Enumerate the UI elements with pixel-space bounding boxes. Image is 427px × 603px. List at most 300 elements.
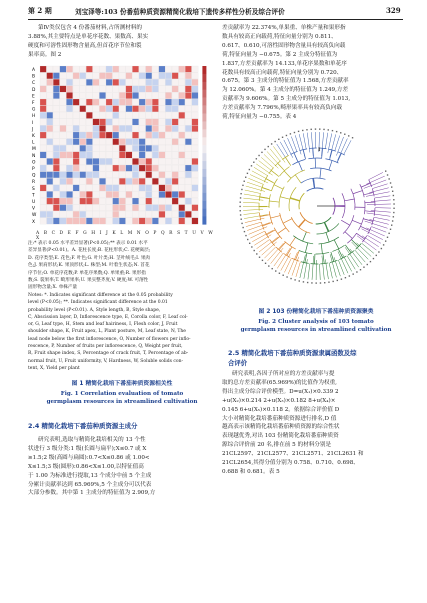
heatmap-row-label: Q [32,173,36,179]
sec24-line: X≤1.5;3 级(圆形):0.86<X≤1.00,以特征值高 [28,463,144,470]
dendrogram-leaf [342,254,351,272]
heatmap-colorbar-segment [202,121,206,129]
dendrogram-leaf [371,200,391,202]
heatmap-cell [53,191,59,197]
heatmap-cell [53,79,59,85]
heatmap-cell [86,99,92,105]
heatmap-cell [139,218,145,224]
dendrogram-leaf [284,258,291,272]
heatmap-cell [119,125,125,131]
dendrogram-leaf-label [390,229,391,230]
heatmap-cell [40,218,46,224]
heatmap-cell [132,165,138,171]
heatmap-colorbar-segment [202,185,206,193]
heatmap-cell [73,152,79,158]
heatmap-cell [93,145,99,151]
heatmap-cell [60,191,66,197]
heatmap-colorbar-segment [202,201,206,209]
heatmap-cell [179,92,185,98]
heatmap-cell [113,92,119,98]
dendrogram-leaf [264,247,275,258]
heatmap-cell [60,185,66,191]
heatmap-cell [93,73,99,79]
heatmap-cell [80,185,86,191]
heatmap-cell [86,92,92,98]
heatmap-cell [179,125,185,131]
sec25-line: 取的总方差贡献率(65.969%)的比值作为权重, [222,379,337,386]
heatmap-cell [132,185,138,191]
heatmap-cell [165,112,171,118]
heatmap-cell [86,211,92,217]
heatmap-cell [192,152,198,158]
heatmap-row-label: M [32,147,36,153]
dendrogram-root-branch [298,219,305,226]
heatmap-cell [106,66,112,72]
dendrogram-leaf [243,198,263,200]
heatmap-cell [86,106,92,112]
heatmap-cell [60,218,66,224]
heatmap-cell [47,205,53,211]
heatmap-cell [165,99,171,105]
heatmap-colorbar-segment [202,193,206,201]
heatmap-cell [179,185,185,191]
dendrogram-leaf [304,259,308,279]
dendrogram-leaf [308,264,310,280]
dendrogram-leaf-label [240,197,241,198]
dendrogram-leaf [250,231,264,238]
note-en-line: C, Abscission layer, D, Inflorescence type, E, Corolla color, F, Leaf col- [28,314,188,320]
heatmap-cell [106,132,112,138]
dendrogram-leaf [325,259,328,279]
heatmap-colorbar-segment [202,153,206,161]
heatmap-row-label: S [32,186,35,192]
heatmap-cell [53,112,59,118]
heatmap-cell [126,172,132,178]
dendrogram-branch [341,220,350,225]
heatmap-cell [165,172,171,178]
sec24-line: 研究表明,选取与精简化栽培相关的 13 个性 [38,437,146,443]
heatmap-cell [152,158,158,164]
heatmap-cell [93,132,99,138]
heatmap-cell [185,178,191,184]
intro-line: 果率高。图 2 [28,51,62,58]
dendrogram-leaf-label [392,220,393,221]
heatmap-cell [185,185,191,191]
heatmap-cell [80,178,86,184]
heatmap-cell [165,125,171,131]
dendrogram-leaf-label [320,282,321,283]
dendrogram-leaf [243,209,263,210]
dendrogram-leaf-label [381,248,382,249]
dendrogram-leaf [325,133,327,149]
dendrogram-leaf-label [259,257,260,258]
heatmap-cell [126,165,132,171]
heatmap-cell [192,198,198,204]
heatmap-cell [93,92,99,98]
heatmap-cell [159,145,165,151]
heatmap-row-label: V [32,206,36,212]
dendrogram-leaf-label [256,158,257,159]
heatmap-cell [165,86,171,92]
dendrogram-branch [299,220,305,228]
heatmap-cell [106,178,112,184]
heatmap-cell [159,66,165,72]
dendrogram-leaf-label [311,129,312,130]
heatmap-cell [146,79,152,85]
heatmap-cell [66,198,72,204]
heatmap-row-label: E [32,94,35,100]
dendrogram-leaf [296,262,301,277]
heatmap-cell [93,185,99,191]
heatmap-cell [165,152,171,158]
dendrogram-leaf [254,167,268,175]
heatmap-cell [185,145,191,151]
heatmap-cell [192,86,198,92]
heatmap-cell [53,158,59,164]
heatmap-cell [40,205,46,211]
heatmap-cell [47,119,53,125]
heatmap-cell [40,185,46,191]
sec24-line: ≥1.5;2 级(高圆与扁圆):0.7<X≤0.86 或 1.00< [28,454,150,461]
sec24-cont-line: 花数具有较高正向载荷,特征向量分别为 0.720、 [222,69,343,76]
dendrogram-leaf-label [363,267,364,268]
heatmap-cell [132,211,138,217]
dendrogram-root-arc [316,217,331,224]
heatmap-cell [139,205,145,211]
heatmap-cell [146,152,152,158]
heatmap-row-label: B [32,74,36,80]
heatmap-cell [152,132,158,138]
dendrogram-leaf-label [241,219,242,220]
dendrogram-leaf-label [385,240,386,241]
heatmap-cell [192,205,198,211]
dendrogram-leaf [312,256,314,280]
heatmap-cell [152,106,158,112]
note-zh-line: 差异显著(P<0.01)。A. 花柱长度;B. 花柱形状;C. 花梗离层; [28,248,151,254]
heatmap-cell [40,92,46,98]
sec25-line: 越高表示该精简化栽培番茄种质资源的综合性状 [222,424,340,431]
heatmap-cell [185,66,191,72]
heatmap-cell [106,99,112,105]
dendrogram-leaf-label [393,212,394,213]
heatmap-cell [80,86,86,92]
heatmap-cell [93,119,99,125]
dendrogram-leaf-label [315,282,316,283]
heatmap-cell [172,79,178,85]
dendrogram-leaf-label [244,181,245,182]
dendrogram-leaf [328,133,332,153]
heatmap-cell [179,106,185,112]
heatmap-cell [53,145,59,151]
heatmap-row-label: R [32,180,36,186]
heatmap-cell [99,198,105,204]
heatmap-cell [60,106,66,112]
dendrogram-leaf-label [345,277,346,278]
heatmap-cell [93,112,99,118]
dendrogram-branch [285,157,290,165]
dendrogram-branch [278,228,286,234]
heatmap-cell [159,172,165,178]
heatmap-cell [179,99,185,105]
heatmap-cell [179,145,185,151]
heatmap-cell [165,92,171,98]
heatmap-cell [66,172,72,178]
heatmap-cell [113,79,119,85]
dendrogram-leaf-label [268,146,269,147]
dendrogram-leaf [369,172,383,179]
heatmap-cell [152,125,158,131]
heatmap-cell [53,185,59,191]
heatmap-cell [113,119,119,125]
heatmap-cell [73,178,79,184]
dendrogram-leaf-label [390,182,391,183]
heatmap-cell [93,198,99,204]
heatmap-cell [192,92,198,98]
heatmap-cell [60,158,66,164]
heatmap-cell [73,119,79,125]
heatmap-cell [47,211,53,217]
dendrogram-leaf-label [378,251,379,252]
sec24-line: 状进行 3 级分类:1 级(长圆与扁平);X≤0.7 或 X [28,445,147,452]
heatmap-cell [99,112,105,118]
heatmap-cell [146,198,152,204]
sec24-cont-line: 0.675。第 3 主成分的特征值为 1.568,方差贡献率 [222,78,349,85]
heatmap-cell [192,172,198,178]
heatmap-cell [66,79,72,85]
heatmap-colorbar-segment [202,74,206,82]
heatmap-cell [86,66,92,72]
heatmap-cell [126,112,132,118]
dendrogram-leaf-label [272,268,273,269]
heatmap-colorbar-segment [202,169,206,177]
dendrogram-leaf-label [367,264,368,265]
heatmap-cell [185,92,191,98]
heatmap-cell [139,92,145,98]
heatmap-cell [152,73,158,79]
heatmap-cell [73,191,79,197]
heatmap-row-label: H [32,114,36,120]
dendrogram-branch [271,171,279,177]
heatmap-cell [179,73,185,79]
heatmap-cell [126,79,132,85]
heatmap-cell [47,185,53,191]
heatmap-cell [119,165,125,171]
heatmap-cell [152,119,158,125]
heatmap-cell [119,158,125,164]
dendrogram-leaf-label [336,131,337,132]
heatmap-cell [185,139,191,145]
heatmap-cell [126,119,132,125]
heatmap-cell [185,152,191,158]
dendrogram-leaf-label [271,143,272,144]
header-rule [28,19,403,20]
heatmap-cell [146,165,152,171]
heatmap-cell [192,99,198,105]
heatmap-cell [60,165,66,171]
heatmap-cell [119,185,125,191]
heatmap-cell [192,145,198,151]
dendrogram-leaf-label [242,227,243,228]
heatmap-cell [179,158,185,164]
heatmap-row-label: P [32,167,35,172]
heatmap-cell [159,92,165,98]
heatmap-cell [40,152,46,158]
heatmap-row-label: F [32,101,35,106]
heatmap-cell [146,112,152,118]
heatmap-row-label: N [32,153,36,159]
heatmap-cell [40,99,46,105]
heatmap-cell [60,178,66,184]
heatmap-cell [40,172,46,178]
fig2-caption-line: Fig. 2 Cluster analysis of 103 tomato [258,319,374,325]
heatmap-cell [73,158,79,164]
dendrogram-branch [334,240,339,249]
heatmap-cell [113,86,119,92]
heatmap-cell [126,106,132,112]
heatmap-cell [73,112,79,118]
heatmap-cell [99,79,105,85]
dendrogram-leaf-label [239,201,240,202]
dendrogram-leaf-label [370,261,371,262]
heatmap-cell [60,211,66,217]
heatmap-cell [66,112,72,118]
heatmap-cell [172,158,178,164]
heatmap-cell [80,191,86,197]
dendrogram-leaf-label [290,133,291,134]
heatmap-cell [139,178,145,184]
heatmap-cell [185,158,191,164]
heatmap-cell [47,165,53,171]
sec24-line: 大部分参数。其中第 1 主成分的特征值为 2.909,方 [28,490,156,497]
intro-line: 3.88%,其主要特点是单花序花数、果数高、果实 [28,33,149,40]
heatmap-cell [60,205,66,211]
dendrogram-branch [364,192,374,194]
heatmap-cell [146,66,152,72]
heatmap-cell [146,191,152,197]
heatmap-cell [60,152,66,158]
heatmap-cell [86,112,92,118]
heatmap-cell [165,66,171,72]
heatmap-cell [139,125,145,131]
heatmap-cell [159,211,165,217]
dendrogram-branch [305,253,307,263]
heatmap-cell [53,132,59,138]
heatmap-cell [192,185,198,191]
dendrogram-leaf-label [261,152,262,153]
dendrogram-leaf-label [391,186,392,187]
dendrogram-branch [278,163,285,170]
heatmap-cell [159,139,165,145]
dendrogram-branch [284,171,291,178]
heatmap-cell [159,112,165,118]
heatmap-cell [126,158,132,164]
heatmap-cell [159,205,165,211]
heatmap-cell [172,125,178,131]
intro-paragraph [28,24,214,60]
note-en-line: normal fruit, U, Fruit uniformity, V, Hardness, W, Soluble solids con- [28,358,183,364]
heatmap-cell [192,158,198,164]
heatmap-cell [152,218,158,224]
heatmap-cell [139,66,145,72]
heatmap-cell [126,73,132,79]
dendrogram-leaf [367,235,381,243]
heatmap-cell [93,125,99,131]
dendrogram-svg [232,124,402,286]
sec24-cont-line: 贡献率为 9.606%。第 5 主成分的特征值为 1.013, [222,96,351,103]
heatmap-cell [159,191,165,197]
dendrogram-leaf [367,213,391,216]
heatmap-cell [73,99,79,105]
heatmap-cell [113,191,119,197]
heatmap-cell [146,139,152,145]
heatmap-cell [66,158,72,164]
heatmap-cell [99,125,105,131]
dendrogram-leaf-label [279,273,280,274]
heatmap-cell [40,119,46,125]
heatmap-cell [192,79,198,85]
dendrogram-leaf [357,236,376,250]
heatmap-cell [152,99,158,105]
section-2-4-title: 2.4 精简化栽培下番茄种质资源主成分 [28,422,138,430]
dendrogram-leaf-label [311,282,312,283]
dendrogram-branch [331,252,334,262]
dendrogram-leaf [367,204,391,205]
dendrogram-leaf-label [268,265,269,266]
heatmap-cell [66,119,72,125]
heatmap-colorbar-segment [202,145,206,153]
heatmap-cell [99,139,105,145]
heatmap-cell [119,92,125,98]
dendrogram-branch [271,216,281,219]
heatmap-cell [132,86,138,92]
sec25-line: 大小对精简化栽培番茄种质资源进行排名,D 值 [222,415,337,422]
heatmap-cell [47,92,53,98]
dendrogram-branch [287,247,292,256]
heatmap-cell [60,66,66,72]
heatmap-cell [53,198,59,204]
dendrogram-leaf-label [332,281,333,282]
dendrogram-leaf [374,217,390,220]
figure-1-caption-chinese: 图 1 精简化栽培下番茄种质资源相关性 [71,381,173,387]
dendrogram-leaf [369,188,388,193]
heatmap-cell [179,152,185,158]
dendrogram-leaf [249,227,267,235]
heatmap-cell [179,165,185,171]
heatmap-cell [165,139,171,145]
heatmap-cell [53,139,59,145]
heatmap-cell [106,112,112,118]
heatmap-cell [113,172,119,178]
heatmap-cell [80,92,86,98]
heatmap-cell [132,119,138,125]
heatmap-cell [106,106,112,112]
heatmap-cell [66,185,72,191]
heatmap-cell [172,205,178,211]
sec24-cont-line: 荷,特征向量为 −0.675。第 2 主成分特征值为 [222,51,338,58]
sec24-cont-line: 差贡献率为 22.374%,单果重、单株产量和果形指 [222,25,346,31]
heatmap-cell [179,119,185,125]
dendrogram-leaf-label [245,235,246,236]
heatmap-cell [132,112,138,118]
heatmap-cell [40,106,46,112]
heatmap-cell [165,205,171,211]
dendrogram-leaf [257,239,270,248]
heatmap-cell [152,191,158,197]
heatmap-cell [86,218,92,224]
heatmap-cell [119,205,125,211]
heatmap-cell [99,158,105,164]
heatmap-cell [93,86,99,92]
